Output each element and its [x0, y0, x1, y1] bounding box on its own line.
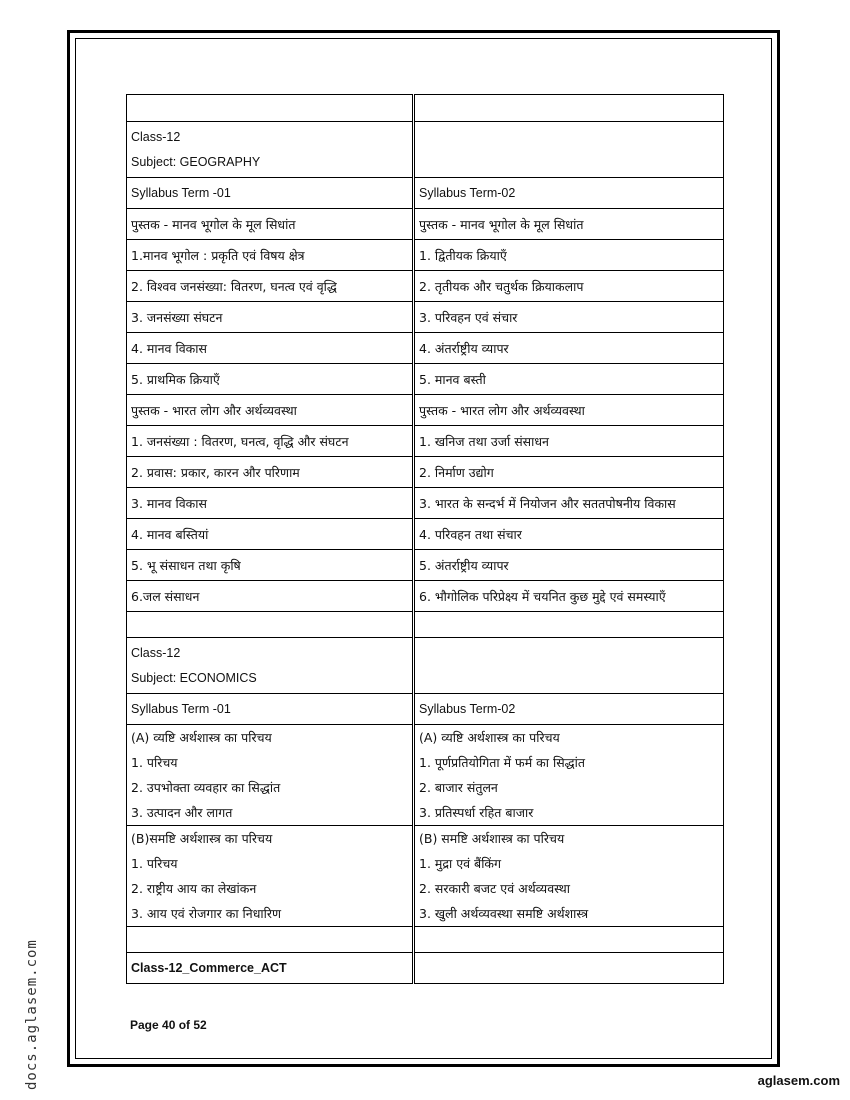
table-row — [127, 426, 724, 457]
term1-cell: 4. मानव बस्तियां — [127, 519, 414, 550]
table-row — [127, 395, 724, 426]
list-item: 3. खुली अर्थव्यवस्था समष्टि अर्थशास्त्र — [419, 906, 589, 921]
term2-cell — [414, 725, 724, 826]
list-item: (B) समष्टि अर्थशास्त्र का परिचय — [419, 831, 565, 846]
term1-cell: 5. भू संसाधन तथा कृषि — [127, 550, 414, 581]
list-item: 3. उत्पादन और लागत — [131, 805, 233, 820]
term1-cell: 4. मानव विकास — [127, 333, 414, 364]
list-item: 2. सरकारी बजट एवं अर्थव्यवस्था — [419, 881, 570, 896]
table-row-empty — [127, 927, 724, 953]
term2-cell: 6. भौगोलिक परिप्रेक्ष्य में चयनित कुछ मुद्दे एवं समस्याएँ — [414, 581, 724, 612]
table-row — [127, 209, 724, 240]
term1-cell: 6.जल संसाधन — [127, 581, 414, 612]
term1-cell: पुस्तक - मानव भूगोल के मूल सिधांत — [127, 209, 414, 240]
table-row — [127, 581, 724, 612]
term1-cell: 1.मानव भूगोल : प्रकृति एवं विषय क्षेत्र — [127, 240, 414, 271]
table-row-empty — [127, 612, 724, 638]
table-row — [127, 240, 724, 271]
term2-cell: 4. अंतर्राष्ट्रीय व्यापर — [414, 333, 724, 364]
geography-subject: Subject: GEOGRAPHY — [131, 154, 261, 169]
list-item: (A) व्यष्टि अर्थशास्त्र का परिचय — [419, 730, 560, 745]
page-number: Page 40 of 52 — [130, 1018, 207, 1032]
term1-cell: 2. विश्वव जनसंख्या: वितरण, घनत्व एवं वृद्धि — [127, 271, 414, 302]
syllabus-table — [126, 94, 724, 984]
table-row — [127, 364, 724, 395]
term2-cell: 1. खनिज तथा उर्जा संसाधन — [414, 426, 724, 457]
table-row — [127, 826, 724, 927]
term2-cell: पुस्तक - मानव भूगोल के मूल सिधांत — [414, 209, 724, 240]
list-item: 3. प्रतिस्पर्धा रहित बाजार — [419, 805, 534, 820]
economics-rows — [127, 725, 724, 927]
list-item: 1. मुद्रा एवं बैंकिंग — [419, 856, 502, 871]
economics-term2-label: Syllabus Term-02 — [414, 694, 724, 725]
geography-term1-label: Syllabus Term -01 — [127, 178, 414, 209]
table-row — [127, 271, 724, 302]
term1-cell: 5. प्राथमिक क्रियाएँ — [127, 364, 414, 395]
term1-cell: 2. प्रवास: प्रकार, कारन और परिणाम — [127, 457, 414, 488]
list-item: 1. परिचय — [131, 755, 178, 770]
term2-cell: पुस्तक - भारत लोग और अर्थव्यवस्था — [414, 395, 724, 426]
term1-cell: 3. मानव विकास — [127, 488, 414, 519]
list-item: 2. उपभोक्ता व्यवहार का सिद्धांत — [131, 780, 281, 795]
term1-cell: पुस्तक - भारत लोग और अर्थव्यवस्था — [127, 395, 414, 426]
next-section-title: Class-12_Commerce_ACT — [127, 953, 414, 984]
geography-header-row — [127, 122, 724, 178]
term2-cell: 3. परिवहन एवं संचार — [414, 302, 724, 333]
table-row-empty — [127, 95, 724, 122]
economics-term-row — [127, 694, 724, 725]
list-item: 2. राष्ट्रीय आय का लेखांकन — [131, 881, 257, 896]
geography-class: Class-12 — [131, 129, 181, 144]
geography-term2-label: Syllabus Term-02 — [414, 178, 724, 209]
next-section-row — [127, 953, 724, 984]
table-row — [127, 519, 724, 550]
economics-class: Class-12 — [131, 645, 181, 660]
table-row — [127, 302, 724, 333]
table-row — [127, 725, 724, 826]
list-item: 2. बाजार संतुलन — [419, 780, 498, 795]
term1-cell — [127, 826, 414, 927]
term2-cell: 1. द्वितीयक क्रियाएँ — [414, 240, 724, 271]
geography-rows — [127, 209, 724, 612]
table-row — [127, 333, 724, 364]
term2-cell: 2. निर्माण उद्योग — [414, 457, 724, 488]
term2-cell: 4. परिवहन तथा संचार — [414, 519, 724, 550]
term2-cell: 5. मानव बस्ती — [414, 364, 724, 395]
geography-term-row — [127, 178, 724, 209]
table-row — [127, 457, 724, 488]
term2-cell: 3. भारत के सन्दर्भ में नियोजन और सततपोषनीय विकास — [414, 488, 724, 519]
economics-header-row — [127, 638, 724, 694]
list-item: (B)समष्टि अर्थशास्त्र का परिचय — [131, 831, 273, 846]
term1-cell: 3. जनसंख्या संघटन — [127, 302, 414, 333]
term2-cell: 2. तृतीयक और चतुर्थक क्रियाकलाप — [414, 271, 724, 302]
term1-cell — [127, 725, 414, 826]
list-item: 3. आय एवं रोजगार का निधारिण — [131, 906, 282, 921]
table-row — [127, 550, 724, 581]
economics-subject: Subject: ECONOMICS — [131, 670, 257, 685]
list-item: (A) व्यष्टि अर्थशास्त्र का परिचय — [131, 730, 272, 745]
list-item: 1. पूर्णप्रतियोगिता में फर्म का सिद्धांत — [419, 755, 585, 770]
term2-cell: 5. अंतर्राष्ट्रीय व्यापर — [414, 550, 724, 581]
term2-cell — [414, 826, 724, 927]
brand-watermark: aglasem.com — [757, 1073, 840, 1088]
term1-cell: 1. जनसंख्या : वितरण, घनत्व, वृद्धि और संघटन — [127, 426, 414, 457]
list-item: 1. परिचय — [131, 856, 178, 871]
side-watermark: docs.aglasem.com — [24, 939, 40, 1090]
economics-term1-label: Syllabus Term -01 — [127, 694, 414, 725]
table-row — [127, 488, 724, 519]
